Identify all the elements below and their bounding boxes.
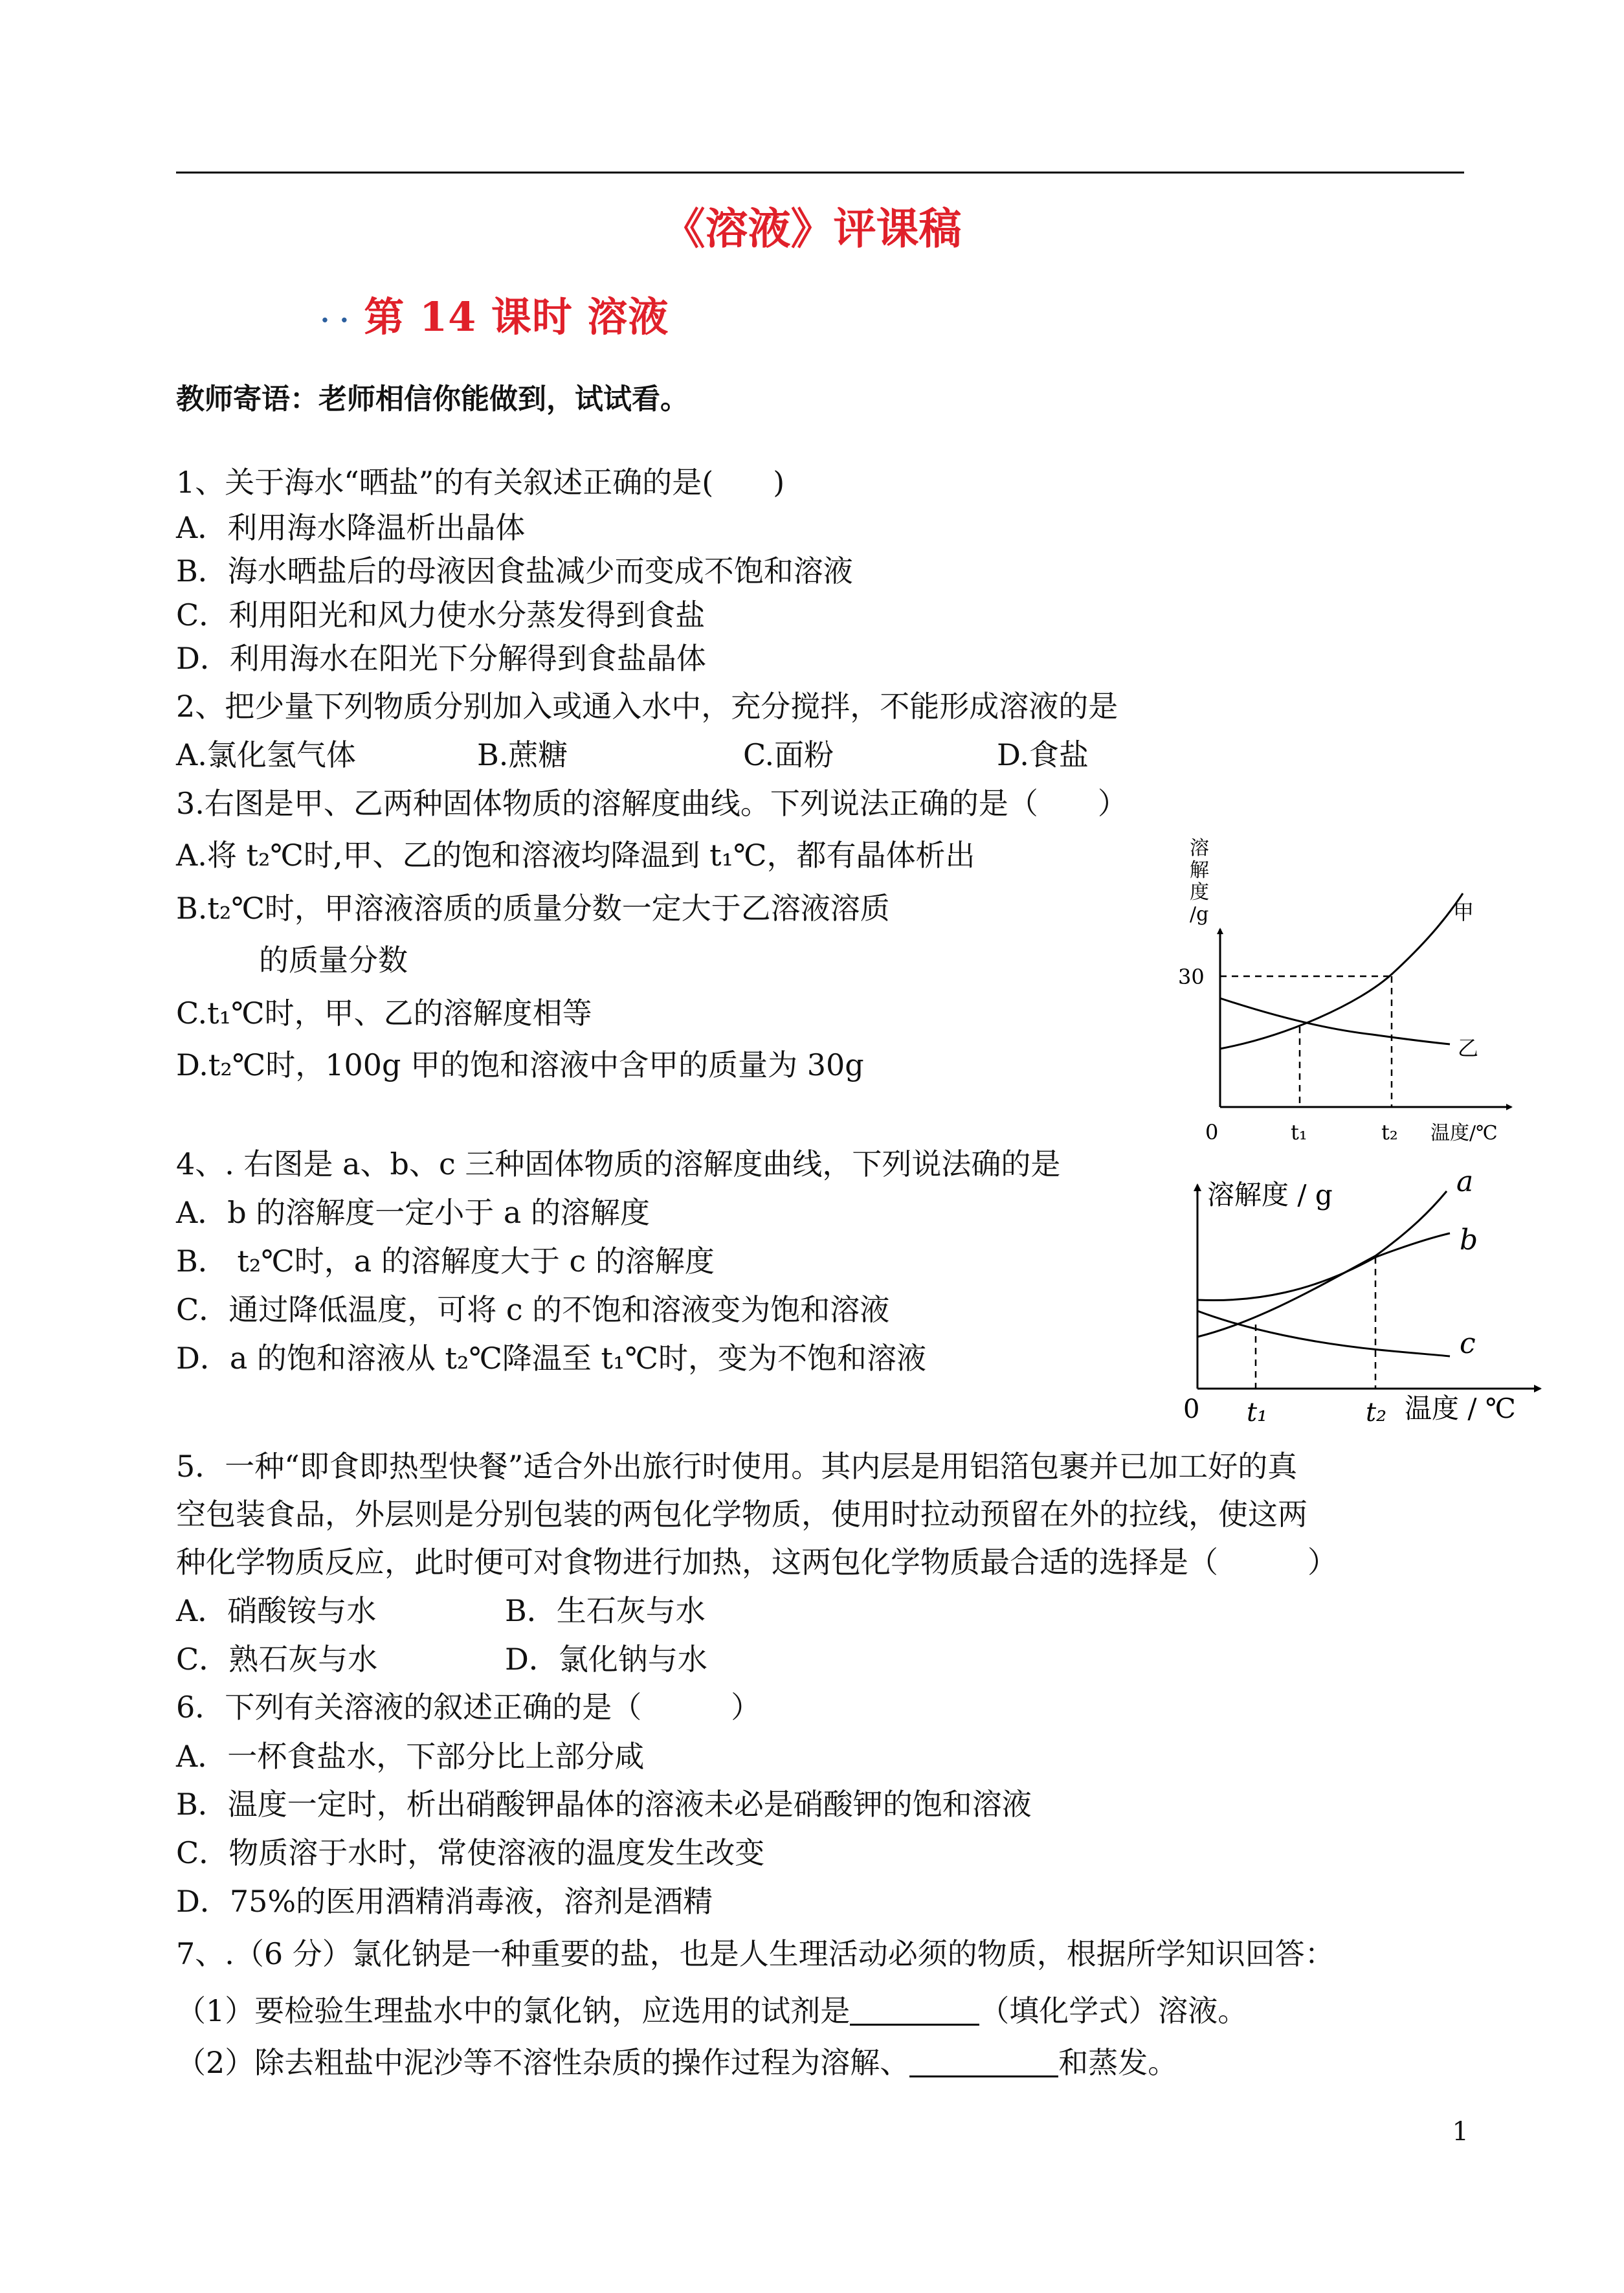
- q5-option-d: D．氯化钠与水: [505, 1642, 707, 1677]
- curve-jia: [1220, 893, 1463, 1049]
- q3-option-b-cont: 的质量分数: [259, 943, 408, 978]
- q7-part-1-suffix: （填化学式）溶液。: [979, 1993, 1248, 2028]
- q5-line-2: 空包装食品，外层则是分别包装的两包化学物质，使用时拉动预留在外的拉线，使这两: [176, 1497, 1307, 1532]
- y-tick-30: 30: [1178, 965, 1205, 989]
- x-tick-t1: t₁: [1291, 1120, 1307, 1145]
- answer-blank-1[interactable]: [850, 1994, 979, 2026]
- q3-option-a: A.将 t₂℃时,甲、乙的饱和溶液均降温到 t₁℃，都有晶体析出: [176, 838, 975, 873]
- series-label-jia: 甲: [1453, 900, 1474, 924]
- q6-stem: 6．下列有关溶液的叙述正确的是（ ）: [176, 1690, 761, 1725]
- q3-option-c: C.t₁℃时，甲、乙的溶解度相等: [176, 996, 592, 1031]
- x-tick-t1: t₁: [1247, 1398, 1268, 1427]
- q1-option-b: B．海水晒盐后的母液因食盐减少而变成不饱和溶液: [176, 554, 853, 588]
- q4-option-a: A．b 的溶解度一定小于 a 的溶解度: [176, 1195, 650, 1230]
- y-axis-label-char: 度: [1190, 881, 1209, 904]
- y-axis-label-char: 溶: [1190, 837, 1209, 860]
- q5-line-1: 5．一种“即食即热型快餐”适合外出旅行时使用。其内层是用铝箔包裹并已加工好的真: [176, 1449, 1298, 1484]
- q1-option-d: D．利用海水在阳光下分解得到食盐晶体: [176, 641, 706, 676]
- curve-yi: [1220, 998, 1450, 1044]
- page-title: 《溶液》评课稿: [662, 203, 962, 254]
- q5-line-3: 种化学物质反应，此时便可对食物进行加热，这两包化学物质最合适的选择是（ ）: [176, 1545, 1337, 1580]
- q1-option-c: C．利用阳光和风力使水分蒸发得到食盐: [176, 598, 706, 632]
- q6-option-a: A．一杯食盐水，下部分比上部分咸: [176, 1739, 645, 1774]
- q2-option-c: C.面粉: [743, 737, 834, 772]
- series-label-b: b: [1460, 1224, 1478, 1257]
- solubility-chart-1: [1159, 835, 1528, 1159]
- decor-dots: · ·: [320, 305, 350, 336]
- q3-option-d: D.t₂℃时，100g 甲的饱和溶液中含甲的质量为 30g: [176, 1047, 864, 1082]
- series-label-a: a: [1456, 1165, 1474, 1198]
- q2-option-b: B.蔗糖: [477, 737, 568, 772]
- q2-stem: 2、把少量下列物质分别加入或通入水中，充分搅拌，不能形成溶液的是: [176, 689, 1118, 724]
- q7-part-2: [176, 2045, 1178, 2080]
- y-axis-label: [1190, 837, 1209, 926]
- y-axis-label-char: /g: [1190, 903, 1209, 926]
- q7-part-1: [176, 1994, 1247, 2026]
- y-axis-label-char: 解: [1190, 859, 1209, 882]
- q2-option-d: D.食盐: [997, 737, 1089, 772]
- curve-c: [1197, 1311, 1450, 1356]
- curve-a: [1197, 1191, 1447, 1337]
- origin-label: 0: [1183, 1394, 1200, 1424]
- series-label-c: c: [1460, 1327, 1476, 1360]
- lesson-heading-text: 第 14 课时 溶液: [364, 293, 669, 341]
- y-axis-label: 溶解度 / g: [1207, 1179, 1333, 1211]
- answer-blank-2[interactable]: [909, 2046, 1058, 2077]
- q4-option-c: C．通过降低温度，可将 c 的不饱和溶液变为饱和溶液: [176, 1292, 890, 1327]
- teacher-motto: 教师寄语：老师相信你能做到，试试看。: [176, 383, 689, 416]
- q5-option-c: C．熟石灰与水: [176, 1642, 378, 1677]
- q2-option-a: A.氯化氢气体: [176, 737, 356, 772]
- solubility-chart-2: [1159, 1159, 1547, 1437]
- page-number: 1: [1452, 2117, 1469, 2147]
- origin-label: 0: [1205, 1120, 1219, 1145]
- q7-part-2-prefix: （2）除去粗盐中泥沙等不溶性杂质的操作过程为溶解、: [176, 2045, 910, 2080]
- x-axis-label: 温度/℃: [1430, 1122, 1498, 1145]
- q1-stem: 1、关于海水“晒盐”的有关叙述正确的是( ): [176, 465, 785, 500]
- q6-option-d: D．75%的医用酒精消毒液，溶剂是酒精: [176, 1884, 713, 1919]
- q6-option-c: C．物质溶于水时，常使溶液的温度发生改变: [176, 1835, 765, 1870]
- q4-option-b: B． t₂℃时，a 的溶解度大于 c 的溶解度: [176, 1244, 715, 1279]
- lesson-heading: [320, 285, 669, 342]
- q7-stem: 7、.（6 分）氯化钠是一种重要的盐，也是人生理活动必须的物质，根据所学知识回答：: [176, 1936, 1335, 1971]
- x-axis-label: 温度 / ℃: [1405, 1393, 1516, 1424]
- x-tick-t2: t₂: [1381, 1120, 1398, 1145]
- curve-b: [1197, 1233, 1450, 1301]
- q7-part-1-prefix: （1）要检验生理盐水中的氯化钠，应选用的试剂是: [176, 1993, 851, 2028]
- q3-stem: 3.右图是甲、乙两种固体物质的溶解度曲线。下列说法正确的是（ ）: [176, 786, 1128, 821]
- q1-option-a: A．利用海水降温析出晶体: [176, 510, 526, 545]
- q5-option-a: A．硝酸铵与水: [176, 1593, 377, 1628]
- q4-stem: 4、. 右图是 a、b、c 三种固体物质的溶解度曲线，下列说法确的是: [176, 1146, 1061, 1181]
- q7-part-2-suffix: 和蒸发。: [1058, 2045, 1178, 2080]
- q5-option-b: B．生石灰与水: [505, 1593, 706, 1628]
- q6-option-b: B．温度一定时，析出硝酸钾晶体的溶液未必是硝酸钾的饱和溶液: [176, 1787, 1032, 1822]
- header-rule: [176, 172, 1464, 173]
- series-label-yi: 乙: [1458, 1036, 1479, 1060]
- q3-option-b: B.t₂℃时，甲溶液溶质的质量分数一定大于乙溶液溶质: [176, 891, 890, 926]
- x-tick-t2: t₂: [1366, 1398, 1387, 1427]
- q4-option-d: D．a 的饱和溶液从 t₂℃降温至 t₁℃时，变为不饱和溶液: [176, 1341, 926, 1376]
